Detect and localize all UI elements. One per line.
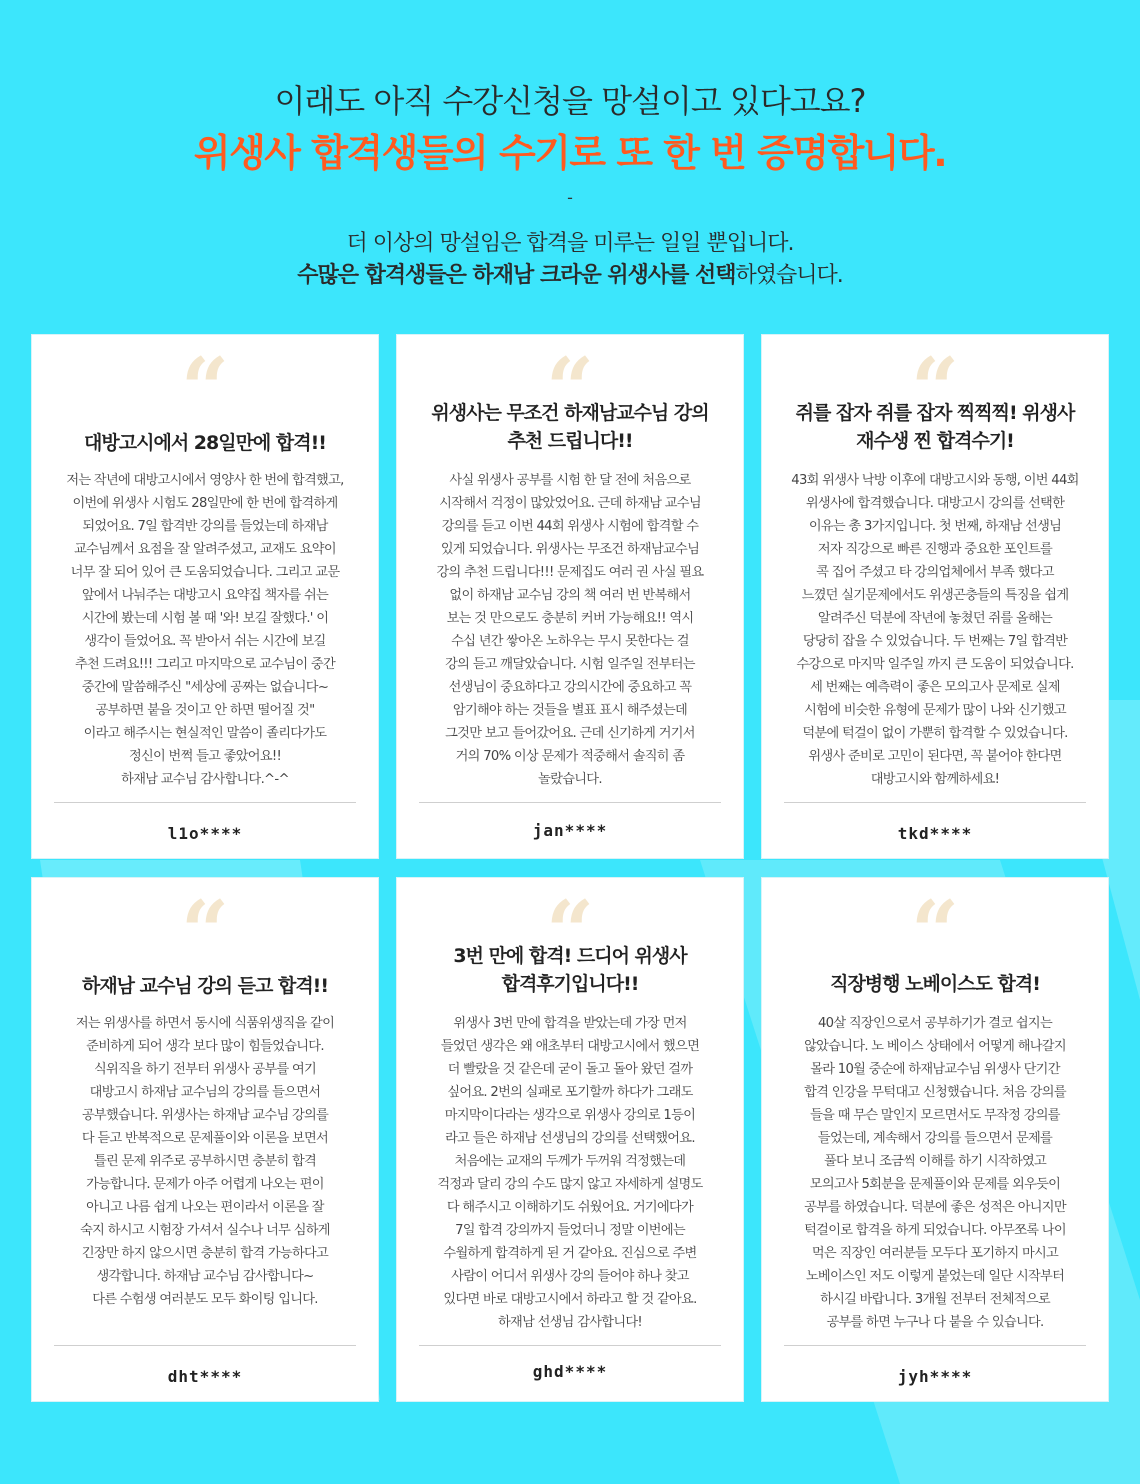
review-divider: [784, 802, 1086, 803]
quote-icon: “: [180, 339, 230, 438]
review-card: [31, 334, 379, 859]
review-title: 하재남 교수님 강의 듣고 합격!!: [81, 975, 329, 997]
review-author: tkd****: [897, 824, 973, 843]
review-divider: [419, 1345, 721, 1346]
header-question: 이래도 아직 수강신청을 망설이고 있다고요?: [274, 82, 866, 120]
quote-icon: “: [910, 882, 960, 981]
quote-icon: “: [910, 339, 960, 438]
review-card: [761, 877, 1109, 1402]
review-author: ghd****: [532, 1362, 608, 1381]
review-body: 저는 작년에 대방고시에서 영양사 한 번에 합격했고, 이번에 위생사 시험도 28일만에 한 번에 합격하게 되었어요. 7일 합격반 강의를 들었는데 하재남 교수님께서 요점을 잘 알려주셨고, 교재도 요약이 너무 잘 되어 있어 큰 도움되었습니다. 그리고 교문 앞에서 나눠주는 대방고시 요약집 책자를 쉬는 시간에 봤는데 시험 볼 때 '와! 보길 잘했다.' 이 생각이 들었어요. 꼭 받아서 쉬는 시간에 보길 추천 드려요!!! 그리고 마지막으로 교수님이 중간 중간에 말씀해주신 "세상에 공짜는 없습니다~ 공부하면 붙을 것이고 안 하면 떨어질 것" 이라고 해주시는 현실적인 말씀이 졸리다가도 정신이 번쩍 들고 좋았어요!! 하재남 교수님 감사합니다.^-^: [66, 473, 344, 787]
review-author: jyh****: [897, 1367, 973, 1386]
review-body: 위생사 3번 만에 합격을 받았는데 가장 먼저 들었던 생각은 왜 애초부터 대방고시에서 했으면 더 빨랐을 것 같은데 굳이 돌고 돌아 왔던 걸까 싶어요. 2번의 실패로 포기할까 하다가 그래도 마지막이다라는 생각으로 위생사 강의로 1등이 라고 들은 하재남 선생님의 강의를 선택했어요. 처음에는 교재의 두께가 두꺼워 걱정했는데 걱정과 달리 강의 수도 많지 않고 자세하게 설명도 다 해주시고 이해하기도 쉬웠어요. 거기에다가 7일 합격 강의까지 들었더니 정말 이번에는 수월하게 합격하게 된 거 같아요. 진심으로 주변 사람이 어디서 위생사 강의 들어야 하나 찾고 있다면 바로 대방고시에서 하라고 할 것 같아요. 하재남 선생님 감사합니다!: [437, 1016, 703, 1330]
review-card: [396, 334, 744, 859]
header-dash: -: [567, 188, 573, 207]
review-card: [396, 877, 744, 1402]
review-body: 40살 직장인으로서 공부하기가 결코 쉽지는 않았습니다. 노 베이스 상태에서 어떻게 해나갈지 몰라 10월 중순에 하재남교수님 위생사 단기간 합격 인강을 무턱대고 신청했습니다. 처음 강의를 들을 때 무슨 말인지 모르면서도 무작정 강의를 들었는데, 계속해서 강의를 들으면서 문제를 풀다 보니 조금씩 이해를 하기 시작하였고 모의고사 5회분을 문제풀이와 문제를 외우듯이 공부를 하였습니다. 덕분에 좋은 성적은 아니지만 턱걸이로 합격을 하게 되었습니다. 아무쪼록 나이 먹은 직장인 여러분들 모두다 포기하지 마시고 노베이스인 저도 이렇게 붙었는데 일단 시작부터 하시길 바랍니다. 3개월 전부터 전체적으로 공부를 하면 누구나 다 붙을 수 있습니다.: [804, 1016, 1066, 1330]
review-title: 대방고시에서 28일만에 합격!!: [84, 432, 326, 454]
header-subtitle-2-rest: 하였습니다.: [735, 263, 843, 288]
header-headline: 위생사 합격생들의 수기로 또 한 번 증명합니다.: [193, 131, 947, 175]
review-divider: [419, 802, 721, 803]
review-card: [761, 334, 1109, 859]
review-title: 쥐를 잡자 쥐를 잡자 찍찍찍! 위생사 재수생 찐 합격수기!: [795, 402, 1075, 452]
quote-icon: “: [545, 339, 595, 438]
review-title: 위생사는 무조건 하재남교수님 강의 추천 드립니다!!: [431, 402, 709, 452]
review-author: l1o****: [167, 824, 243, 843]
quote-icon: “: [545, 882, 595, 981]
review-divider: [784, 1345, 1086, 1346]
review-body: 저는 위생사를 하면서 동시에 식품위생직을 같이 준비하게 되어 생각 보다 많이 힘들었습니다. 식위직을 하기 전부터 위생사 공부를 여기 대방고시 하재남 교수님의 강의를 들으면서 공부했습니다. 위생사는 하재남 교수님 강의를 다 듣고 반복적으로 문제풀이와 이론을 보면서 틀린 문제 위주로 공부하시면 충분히 합격 가능합니다. 문제가 아주 어렵게 나오는 편이 아니고 나름 쉽게 나오는 편이라서 이론을 잘 숙지 하시고 시험장 가셔서 실수나 너무 심하게 긴장만 하지 않으시면 충분히 합격 가능하다고 생각합니다. 하재남 교수님 감사합니다~ 다른 수험생 여러분도 모두 화이팅 입니다.: [75, 1016, 335, 1307]
header-subtitle-2-bold: 수많은 합격생들은 하재남 크라운 위생사를 선택: [297, 263, 736, 288]
review-author: jan****: [532, 821, 608, 840]
review-body: 43회 위생사 낙방 이후에 대방고시와 동행, 이번 44회 위생사에 합격했습니다. 대방고시 강의를 선택한 이유는 총 3가지입니다. 첫 번째, 하재남 선생님 저자 직강으로 빠른 진행과 중요한 포인트를 콕 집어 주셨고 타 강의업체에서 부족 했다고 느꼈던 실기문제에서도 위생곤충들의 특징을 쉽게 알려주신 덕분에 작년에 놓쳤던 쥐를 올해는 당당히 잡을 수 있었습니다. 두 번째는 7일 합격반 수강으로 마지막 일주일 까지 큰 도움이 되었습니다. 세 번째는 예측력이 좋은 모의고사 문제로 실제 시험에 비슷한 유형에 문제가 많이 나와 신기했고 덕분에 턱걸이 없이 가뿐히 합격할 수 있었습니다. 위생사 준비로 고민이 된다면, 꼭 붙어야 한다면 대방고시와 함께하세요!: [791, 473, 1079, 787]
review-divider: [54, 802, 356, 803]
review-divider: [54, 1345, 356, 1346]
review-body: 사실 위생사 공부를 시험 한 달 전에 처음으로 시작해서 걱정이 많았었어요. 근데 하재남 교수님 강의를 듣고 이번 44회 위생사 시험에 합격할 수 있게 되었습니다. 위생사는 무조건 하재남교수님 강의 추천 드립니다!!! 문제집도 여러 권 사실 필요 없이 하재남 교수님 강의 책 여러 번 반복해서 보는 것 만으로도 충분히 커버 가능해요!! 역시 수십 년간 쌓아온 노하우는 무시 못한다는 걸 강의 듣고 깨달았습니다. 시험 일주일 전부터는 선생님이 중요하다고 강의시간에 중요하고 꼭 암기해야 하는 것들을 별표 표시 해주셨는데 그것만 보고 들어갔어요. 근데 신기하게 거기서 거의 70% 이상 문제가 적중해서 솔직히 좀 놀랐습니다.: [436, 473, 704, 787]
review-card: [31, 877, 379, 1402]
review-author: dht****: [167, 1367, 243, 1386]
review-title: 3번 만에 합격! 드디어 위생사 합격후기입니다!!: [453, 945, 687, 995]
header-subtitle-2: [0, 258, 1140, 289]
header-subtitle-1: 더 이상의 망설임은 합격을 미루는 일일 뿐입니다.: [346, 231, 794, 256]
review-title: 직장병행 노베이스도 합격!: [830, 973, 1040, 995]
quote-icon: “: [180, 882, 230, 981]
